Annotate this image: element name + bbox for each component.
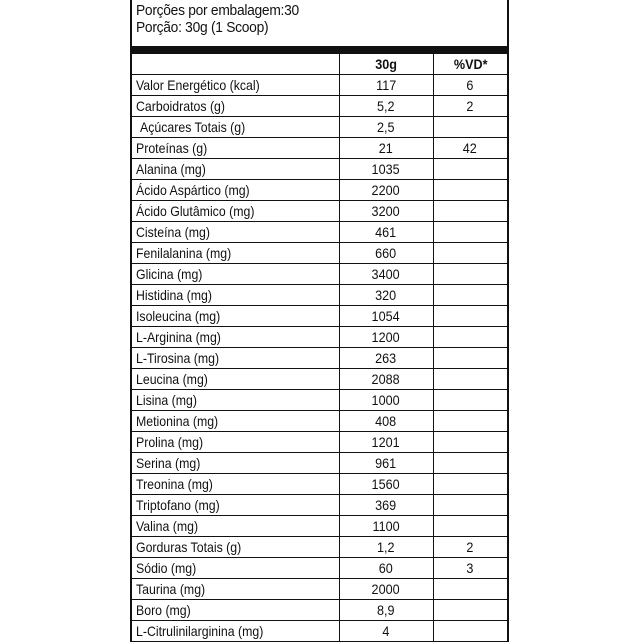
- nutrient-name: Açúcares Totais (g): [132, 117, 339, 138]
- table-row: [132, 327, 507, 348]
- table-row: [132, 180, 507, 201]
- nutrient-amount: 1100: [339, 516, 433, 537]
- nutrient-daily-value: 42: [433, 138, 507, 159]
- nutrient-daily-value: [433, 327, 507, 348]
- nutrient-daily-value: [433, 516, 507, 537]
- nutrient-daily-value: [433, 495, 507, 516]
- nutrient-amount: 5,2: [339, 96, 433, 117]
- table-row: [132, 201, 507, 222]
- nutrient-amount: 1000: [339, 390, 433, 411]
- table-row: [132, 138, 507, 159]
- nutrient-daily-value: [433, 243, 507, 264]
- nutrient-amount: 60: [339, 558, 433, 579]
- nutrient-amount: 2000: [339, 579, 433, 600]
- nutrient-name: Gorduras Totais (g): [132, 537, 339, 558]
- nutrient-name: L-Tirosina (mg): [132, 348, 339, 369]
- nutrient-name: Taurina (mg): [132, 579, 339, 600]
- nutrient-name: L-Citrulinilarginina (mg): [132, 621, 339, 642]
- nutrient-name: Alanina (mg): [132, 159, 339, 180]
- nutrient-daily-value: [433, 159, 507, 180]
- nutrient-daily-value: [433, 369, 507, 390]
- nutrient-amount: 1200: [339, 327, 433, 348]
- column-header-amount: 30g: [339, 54, 433, 75]
- nutrient-amount: 320: [339, 285, 433, 306]
- table-row: [132, 285, 507, 306]
- nutrient-name: Treonina (mg): [132, 474, 339, 495]
- table-row: [132, 96, 507, 117]
- nutrient-name: Lisina (mg): [132, 390, 339, 411]
- nutrient-daily-value: [433, 411, 507, 432]
- table-row: [132, 453, 507, 474]
- nutrient-amount: 3400: [339, 264, 433, 285]
- nutrient-name: Triptofano (mg): [132, 495, 339, 516]
- nutrient-daily-value: [433, 474, 507, 495]
- header-divider: [132, 46, 507, 53]
- table-body: [132, 75, 507, 642]
- table-row: [132, 306, 507, 327]
- table-row: [132, 495, 507, 516]
- nutrient-daily-value: [433, 600, 507, 621]
- table-row: [132, 516, 507, 537]
- nutrient-amount: 408: [339, 411, 433, 432]
- nutrient-name: Ácido Glutâmico (mg): [132, 201, 339, 222]
- nutrient-daily-value: 6: [433, 75, 507, 96]
- nutrient-amount: 1035: [339, 159, 433, 180]
- nutrient-name: Carboidratos (g): [132, 96, 339, 117]
- nutrient-amount: 8,9: [339, 600, 433, 621]
- nutrient-name: L-Arginina (mg): [132, 327, 339, 348]
- nutrition-table: [132, 53, 507, 642]
- nutrient-daily-value: [433, 621, 507, 642]
- nutrient-amount: 1054: [339, 306, 433, 327]
- table-row: [132, 222, 507, 243]
- nutrient-name: Isoleucina (mg): [132, 306, 339, 327]
- table-header-row: [132, 54, 507, 75]
- nutrient-daily-value: [433, 201, 507, 222]
- nutrient-amount: 461: [339, 222, 433, 243]
- nutrient-daily-value: [433, 390, 507, 411]
- nutrient-name: Fenilalanina (mg): [132, 243, 339, 264]
- column-header-daily-value: %VD*: [433, 54, 507, 75]
- table-row: [132, 348, 507, 369]
- nutrient-daily-value: [433, 579, 507, 600]
- nutrient-daily-value: [433, 264, 507, 285]
- nutrient-daily-value: [433, 285, 507, 306]
- nutrient-amount: 1560: [339, 474, 433, 495]
- nutrient-daily-value: [433, 453, 507, 474]
- nutrient-amount: 1,2: [339, 537, 433, 558]
- nutrient-name: Glicina (mg): [132, 264, 339, 285]
- table-row: [132, 243, 507, 264]
- nutrient-daily-value: 2: [433, 537, 507, 558]
- table-row: [132, 621, 507, 642]
- nutrient-name: Serina (mg): [132, 453, 339, 474]
- nutrient-name: Proteínas (g): [132, 138, 339, 159]
- table-row: [132, 264, 507, 285]
- nutrient-name: Metionina (mg): [132, 411, 339, 432]
- nutrient-name: Valor Energético (kcal): [132, 75, 339, 96]
- nutrient-amount: 660: [339, 243, 433, 264]
- nutrient-daily-value: [433, 348, 507, 369]
- portion-size: Porção: 30g (1 Scoop): [136, 19, 269, 36]
- nutrient-name: Prolina (mg): [132, 432, 339, 453]
- table-row: [132, 117, 507, 138]
- nutrient-amount: 369: [339, 495, 433, 516]
- nutrient-amount: 263: [339, 348, 433, 369]
- nutrient-daily-value: [433, 306, 507, 327]
- nutrient-name: Cisteína (mg): [132, 222, 339, 243]
- nutrient-amount: 21: [339, 138, 433, 159]
- column-header-nutrient: [132, 54, 339, 75]
- serving-info: [136, 2, 299, 36]
- nutrient-daily-value: 2: [433, 96, 507, 117]
- nutrient-daily-value: [433, 180, 507, 201]
- nutrient-name: Valina (mg): [132, 516, 339, 537]
- nutrient-amount: 3200: [339, 201, 433, 222]
- servings-per-package: Porções por embalagem:30: [136, 2, 299, 19]
- nutrient-amount: 117: [339, 75, 433, 96]
- nutrient-amount: 961: [339, 453, 433, 474]
- nutrient-amount: 2088: [339, 369, 433, 390]
- nutrient-name: Boro (mg): [132, 600, 339, 621]
- table-row: [132, 390, 507, 411]
- nutrient-amount: 1201: [339, 432, 433, 453]
- table-row: [132, 558, 507, 579]
- table-row: [132, 432, 507, 453]
- table-row: [132, 159, 507, 180]
- nutrition-facts-panel: [130, 0, 509, 642]
- table-row: [132, 537, 507, 558]
- nutrient-amount: 2200: [339, 180, 433, 201]
- table-row: [132, 600, 507, 621]
- nutrient-amount: 4: [339, 621, 433, 642]
- nutrient-daily-value: 3: [433, 558, 507, 579]
- nutrient-name: Ácido Aspártico (mg): [132, 180, 339, 201]
- nutrient-name: Histidina (mg): [132, 285, 339, 306]
- table-row: [132, 474, 507, 495]
- nutrient-daily-value: [433, 222, 507, 243]
- nutrient-daily-value: [433, 117, 507, 138]
- table-row: [132, 369, 507, 390]
- nutrient-name: Leucina (mg): [132, 369, 339, 390]
- table-row: [132, 579, 507, 600]
- table-row: [132, 75, 507, 96]
- table-row: [132, 411, 507, 432]
- nutrient-daily-value: [433, 432, 507, 453]
- nutrient-name: Sódio (mg): [132, 558, 339, 579]
- nutrient-amount: 2,5: [339, 117, 433, 138]
